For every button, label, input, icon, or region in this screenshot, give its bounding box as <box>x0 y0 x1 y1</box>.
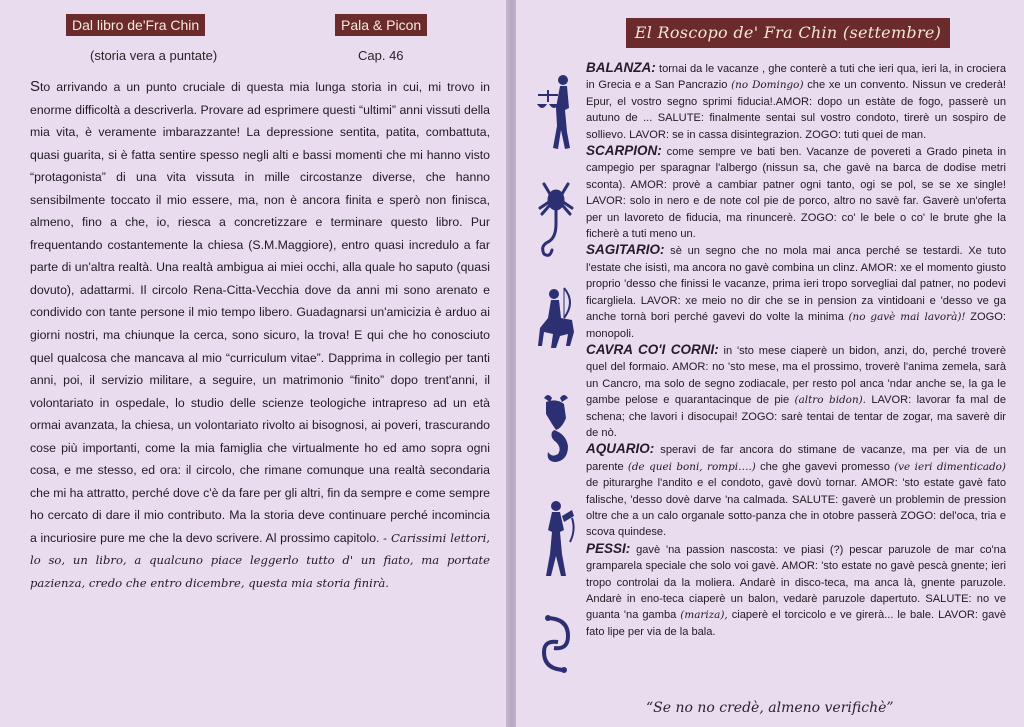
sign-text: speravi de far ancora do stimane de vacanze, ma per via de un parente <box>586 444 1006 473</box>
sign-name: PESSI: <box>586 540 631 556</box>
sign-text: gavè 'na passion nascosta: ve piasi (?) pescar paruzole de mar co'na gramparela speciale che solo voi gavè. AMOR: 'sto estate no gavè pescà gnente; ieri tropo controlai da la moliera. Andarè in disco-teca, ma anca là, gnente paruzole. Andarè in eno-teca ciaperè un balon, vedarè paruzole dapertuto. SALUTE: no ve guanta 'na gamba <box>586 543 1006 622</box>
zodiac-icons-column <box>534 60 578 680</box>
sign-entry-capricorn <box>586 342 1006 441</box>
sign-text: de piturarghe l'andito e el condoto, gavè dovù tornar. AMOR: 'sto estate gavè fato falische, 'desso dovè darve 'na calmada. SALUTE: gaverè un problemin de pression oltre che a un calo organale sotto-panza che in otobre passerà ZOGO: del'oca, tria e scova quindese. <box>586 477 1006 539</box>
story-paragraph: to arrivando a un punto cruciale di questa mia lunga storia in cui, mi trovo in enorme difficoltà a descriverla. Provare ad esprimere questi “ultimi” anni vissuti della mia vita, è veramente imbarazzante! La depressione sentita, patita, combattuta, quasi guarita, si è fatta sentire spesso negli alti e bassi momenti che mi hanno visto “protagonista” di una vita vissuta in mille circostanze diverse, che hanno sensibilmente toccato il mio essere, ma, non è ancora finita e sperò non finisca, almeno, fino a che, io, riesca a concretizzare e terminare questo libro. Pur frequentando costantemente la chiesa (S.M.Maggiore), entro quasi incredulo a far parte di un'altra realtà. Una realtà ambigua ai miei occhi, alla quale ho saputo (quasi dovuto), adattarmi. Il circolo Rena-Citta-Vecchia dove da anni mi sono arenato e condivido con tante persone il mio tempo libero. Guadagnarsi un'amicizia è arduo ai giorni nostri, ma chiunque la cerca, sono sicuro, la trova! E qui che ho conosciuto quel qualcosa che mancava al mio “curriculum vitae”. Dapprima in collegio per tanti anni, poi, il servizio militare, a seguire, un matrimonio “finito” dopo trent'anni, il volontariato in ospedale, lo studio delle scienze teologiche intrapreso ad un età ormai avanzata, la chiesa, un volontariato rivolto ai bisognosi, ai poveri, trascurando cose più importanti, come la mia famiglia che virtualmente ho ed amo sopra ogni cosa, e me stesso, ed ora: il circolo, che rimane comunque una realtà secondaria che mi ha attratto, perché dove c'è da fare per gli altri, fin da sempre e come sempre ho cercato di dare il mio contributo. Ma la storia deve continuare perché incomincia a incuriosire pure me che la devo scrivere. Al prossimo capitolo. <box>30 80 490 545</box>
aquarius-icon <box>534 496 578 582</box>
sign-entry-libra <box>586 60 1006 143</box>
sign-aside: (altro bidon). <box>794 394 866 407</box>
sign-name: BALANZA: <box>586 60 656 75</box>
horoscope-banner: El Roscopo de' Fra Chin (settembre) <box>626 18 950 48</box>
sign-text: ciaperè el torcicolo e ve girerà... le bale. LAVOR: gavè fato lipe per via de la bala. <box>586 609 1007 638</box>
sign-aside: (de quei boni, rompi….) <box>627 460 756 473</box>
book-title-tag: Dal libro de'Fra Chin <box>66 14 205 36</box>
sign-entry-scorpio <box>586 143 1006 242</box>
sign-name: SCARPION: <box>586 143 662 159</box>
sign-name: SAGITARIO: <box>586 242 665 258</box>
sign-text: in 'sto mese ciaperè un bidon, anzi, do, perché troverè quel del formaio. AMOR: no 'sto mese, ma el prossimo, troverè l'anima zemela, sarà un Cancro, ma solo de segno zodiacale, per resto pol anca 'ndar anche se, la ga le gambe pelose e quarantacinque de pie <box>586 344 1006 407</box>
capricorn-icon <box>534 388 578 474</box>
sign-text: che xe un convento. Nissun ve crederà! Epur, el vostro segno sprimi fiducia!.AMOR: dopo un estàte de fogo, passerè un autuno de ... SALUTE: finalmente sentai sul vostro condoto, tirerè un sospiro de sollievo. LAVOR: se in cassa disintegrazion. ZOGO: tuti quei de man. <box>586 79 1006 141</box>
closing-note: - Carissimi lettori, lo so, un libro, a qualcuno piace leggerlo tutto d' un fiato, ma portate pazienza, credo che entro dicembre, questa mia storia finirà. <box>30 530 490 591</box>
sign-text: tornai da le vacanze , ghe conterè a tuti che ieri qua, ieri la, in crociera in Grecia e a San Pancrazio <box>586 63 1006 92</box>
sign-aside: (mariza), <box>680 609 728 622</box>
sign-aside: (ve ieri dimenticado) <box>894 460 1006 473</box>
horoscope-text <box>586 60 1006 640</box>
sign-text: LAVOR: lavorar fa mal de schena; che lavori i disocupai! ZOGO: sarè tentai de tentar de zogar, ma saverè dir de nò. <box>586 394 1006 439</box>
horoscope-motto: “Se no no credè, almeno verifichè” <box>646 700 894 716</box>
sign-text: come sempre ve bati ben. Vacanze de povereti a Grado pineta in campegio per sparagnar l'albergo (nissun sa, che gavè na barca de dodise metri sconta). AMOR: provè a cambiar patner ogni tanto, ogi se pol, se se xe single! LAVOR: solo in nero e de note col pie de porco, altro no savè far. Gaverè un'oferta per un lavoreto de fiducia, ma rinuncerè. ZOGO: co' le bele o co' le brute ghe la ficherè a tuti meno un. <box>586 146 1006 241</box>
sign-text: che ghe gavevi promesso <box>755 460 895 473</box>
sign-entry-aquarius <box>586 441 1006 540</box>
sign-name: CAVRA CO'I CORNI: <box>586 341 719 357</box>
right-page <box>516 0 1024 727</box>
drop-letter: S <box>30 78 41 95</box>
pisces-icon <box>534 600 578 686</box>
section-tag: Pala & Picon <box>335 14 427 36</box>
sign-text: sè un segno che no mola mai anca perché se testardi. Xe tuto l'estate che isistì, ma ancora no gavè combina un clinz. AMOR: xe el momento giusto proprio 'desso che finissi le vacanze, prima ieri tropo sorvegliai dal patner, no podevi ficargliela. LAVOR: xe meio no dir che se in pension za vintidoani e 'desso ve ga anche tornà bori perché gavevi do volte la minima <box>586 245 1006 324</box>
sign-aside: (no Domingo) <box>731 79 804 92</box>
sagittarius-icon <box>534 282 578 368</box>
sign-entry-sagittarius <box>586 242 1006 341</box>
story-subtitle: (storia vera a puntate) <box>90 48 218 63</box>
libra-icon <box>534 68 578 154</box>
chapter-number: Cap. 46 <box>358 48 404 63</box>
scorpio-icon <box>534 174 578 260</box>
sign-aside: (no gavè mai lavorà)! <box>848 311 966 324</box>
left-page <box>0 0 508 727</box>
sign-name: AQUARIO: <box>586 441 655 457</box>
sign-entry-pisces <box>586 541 1006 640</box>
story-text <box>30 76 490 595</box>
sign-text: ZOGO: monopoli. <box>586 311 1006 340</box>
